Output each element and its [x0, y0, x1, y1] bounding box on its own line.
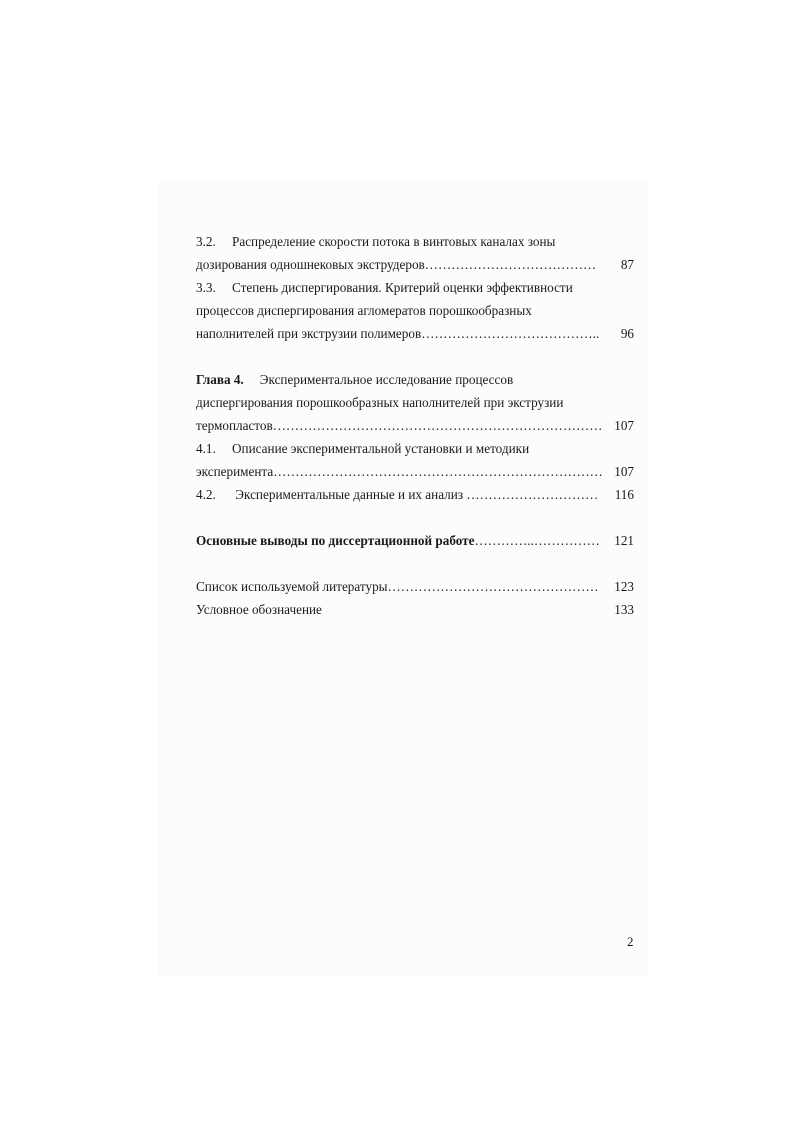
- toc-chapter-page: 107: [614, 418, 634, 433]
- toc-chapter-number: Глава 4.: [196, 372, 244, 387]
- toc-entry-3-3-line2: [196, 299, 636, 322]
- toc-entry-title-continued: процессов диспергирования агломератов порошкообразных: [196, 303, 532, 318]
- toc-entry-page: 87: [620, 257, 634, 272]
- toc-conclusions-dots: …………..……………: [474, 533, 600, 548]
- toc-entry-3-2-line2: [196, 253, 636, 276]
- toc-chapter-title: Экспериментальное исследование процессов: [259, 372, 514, 387]
- toc-entry-title: Описание экспериментальной установки и методики: [232, 441, 530, 456]
- toc-entry-4-2: [196, 483, 636, 506]
- toc-entry-page: 96: [620, 326, 634, 341]
- toc-entry-number: 3.2.: [196, 234, 216, 249]
- toc-entry-4-1-line1: [196, 437, 636, 460]
- toc-entry-title: Экспериментальные данные и их анализ …………………………: [232, 487, 599, 502]
- toc-entry-number: 4.1.: [196, 441, 216, 456]
- page-number: 2: [627, 934, 634, 949]
- toc-chapter-4-line1: [196, 368, 636, 391]
- toc-entry-3-3-line3: [196, 322, 636, 345]
- toc-references-page: 123: [614, 579, 634, 594]
- toc-chapter-4-line2: [196, 391, 636, 414]
- table-of-contents: [196, 230, 636, 621]
- toc-entry-title: Распределение скорости потока в винтовых каналах зоны: [232, 234, 556, 249]
- toc-conclusions: [196, 529, 636, 552]
- toc-entry-title-continued: наполнителей при экструзии полимеров…………………………………..: [196, 326, 600, 341]
- toc-entry-number: 3.3.: [196, 280, 216, 295]
- toc-notation-title: Условное обозначение: [196, 602, 322, 617]
- toc-chapter-title-continued: термопластов…………………………………………………………………: [196, 418, 603, 433]
- toc-notation: [196, 598, 636, 621]
- toc-entry-3-3-line1: [196, 276, 636, 299]
- toc-chapter-4-line3: [196, 414, 636, 437]
- toc-conclusions-title: Основные выводы по диссертационной работе: [196, 533, 475, 548]
- toc-entry-number: 4.2.: [196, 487, 216, 502]
- toc-notation-page: 133: [614, 602, 634, 617]
- toc-references-title: Список используемой литературы…………………………………………: [196, 579, 599, 594]
- toc-entry-title-continued: эксперимента…………………………………………………………………: [196, 464, 603, 479]
- toc-chapter-title-continued: диспергирования порошкообразных наполнителей при экструзии: [196, 395, 564, 410]
- toc-entry-title: Степень диспергирования. Критерий оценки эффективности: [232, 280, 573, 295]
- toc-entry-page: 116: [614, 487, 634, 502]
- toc-entry-page: 107: [614, 464, 634, 479]
- toc-references: [196, 575, 636, 598]
- toc-entry-title-continued: дозирования одношнековых экструдеров…………………………………: [196, 257, 597, 272]
- toc-entry-3-2-line1: [196, 230, 636, 253]
- toc-entry-4-1-line2: [196, 460, 636, 483]
- toc-conclusions-page: 121: [614, 533, 634, 548]
